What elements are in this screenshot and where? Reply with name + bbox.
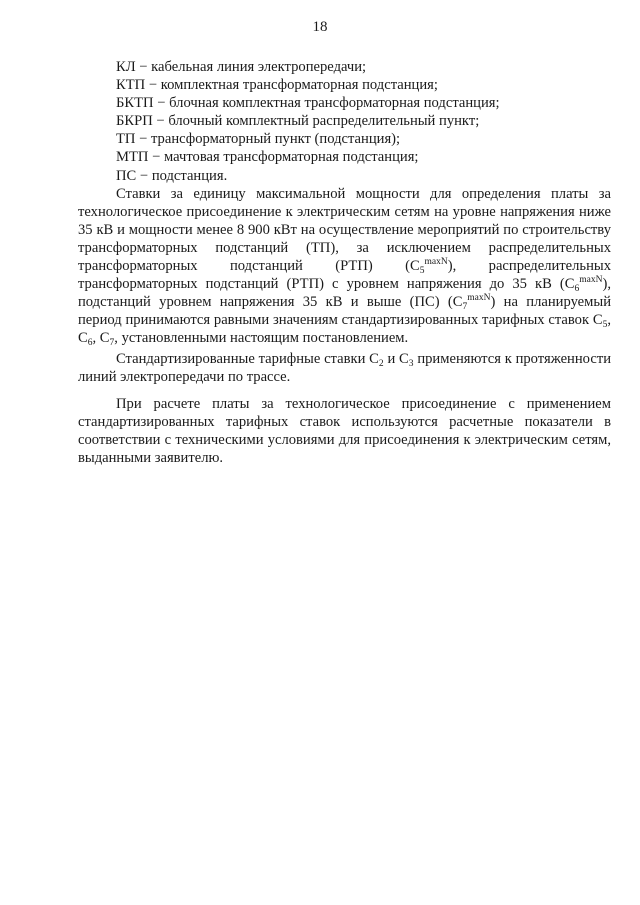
abbreviation-definition: блочная комплектная трансформаторная подстанция; <box>169 95 500 112</box>
subscript: 5 <box>602 320 608 331</box>
abbreviation-definition: трансформаторный пункт (подстанция); <box>151 131 401 148</box>
subscript: 5 <box>419 266 425 277</box>
document-body <box>78 58 611 467</box>
subscript: 7 <box>109 338 115 349</box>
abbreviation-line: ПС − подстанция. <box>116 167 228 184</box>
abbreviation: МТП <box>116 149 149 166</box>
abbreviation: КТП <box>116 77 146 94</box>
abbreviation-line: ТП − трансформаторный пункт (подстанция); <box>116 131 401 148</box>
abbreviation: КЛ <box>116 59 136 75</box>
abbreviation-definition: кабельная линия электропередачи; <box>151 59 367 75</box>
paragraph-standard-rates: Стандартизированные тарифные ставки $С_2$ и $С_3$ применяются к протяженности линий электропередачи по трассе. <box>78 350 612 385</box>
subscript: 7 <box>462 302 468 313</box>
subscript: 2 <box>378 358 384 369</box>
abbreviation-definition: подстанция. <box>151 167 228 184</box>
superscript: maxN <box>424 257 448 268</box>
abbreviation-line: БКТП − блочная комплектная трансформаторная подстанция; <box>116 95 500 112</box>
abbreviation-line: КЛ − кабельная линия электропередачи; <box>116 59 367 75</box>
subscript: 3 <box>408 358 414 369</box>
page-number: 18 <box>312 19 328 35</box>
superscript: maxN <box>579 275 603 286</box>
abbreviation: ПС <box>116 167 137 184</box>
abbreviation: БКТП <box>116 95 154 112</box>
abbreviation: БКРП <box>116 113 153 130</box>
abbreviation-definition: комплектная трансформаторная подстанция; <box>160 77 438 94</box>
abbreviation-line: МТП − мачтовая трансформаторная подстанция; <box>116 149 419 166</box>
abbreviation-line: БКРП − блочный комплектный распределительный пункт; <box>116 113 480 130</box>
abbreviation-line: КТП − комплектная трансформаторная подстанция; <box>116 77 438 94</box>
subscript: 6 <box>87 338 93 349</box>
subscript: 6 <box>574 284 580 295</box>
abbreviation-definition: блочный комплектный распределительный пункт; <box>168 113 480 130</box>
abbreviation-definition: мачтовая трансформаторная подстанция; <box>163 149 419 166</box>
paragraph-calculation: При расчете платы за технологическое присоединение с применением стандартизированных тарифных ставок используются расчетные показатели в соответствии с техническими условиями для присоединения к электрическим сетям, выданными заявителю. <box>78 395 611 466</box>
superscript: maxN <box>467 293 491 304</box>
paragraph-rates-definition: Ставки за единицу максимальной мощности для определения платы за технологическое присоединение к электрическим сетям на уровне напряжения ниже 35 кВ и мощности менее 8 900 кВт на осуществление мероприятий по строительству трансформаторных подстанций (ТП), за исключением распределительных трансформаторных подстанций (РТП) $(С_5^{maxN})$, распределительных трансформаторных подстанций (РТП) с уровнем напряжения до 35 кВ $(С_6^{maxN})$, подстанций уровнем напряжения 35 кВ и выше (ПС) $(С_7^{maxN})$ на планируемый период принимаются равными значениям стандартизированных тарифных ставок $С_5$, $С_6$, $С_7$, установленными настоящим постановлением. <box>78 185 612 349</box>
abbreviation: ТП <box>116 131 136 148</box>
